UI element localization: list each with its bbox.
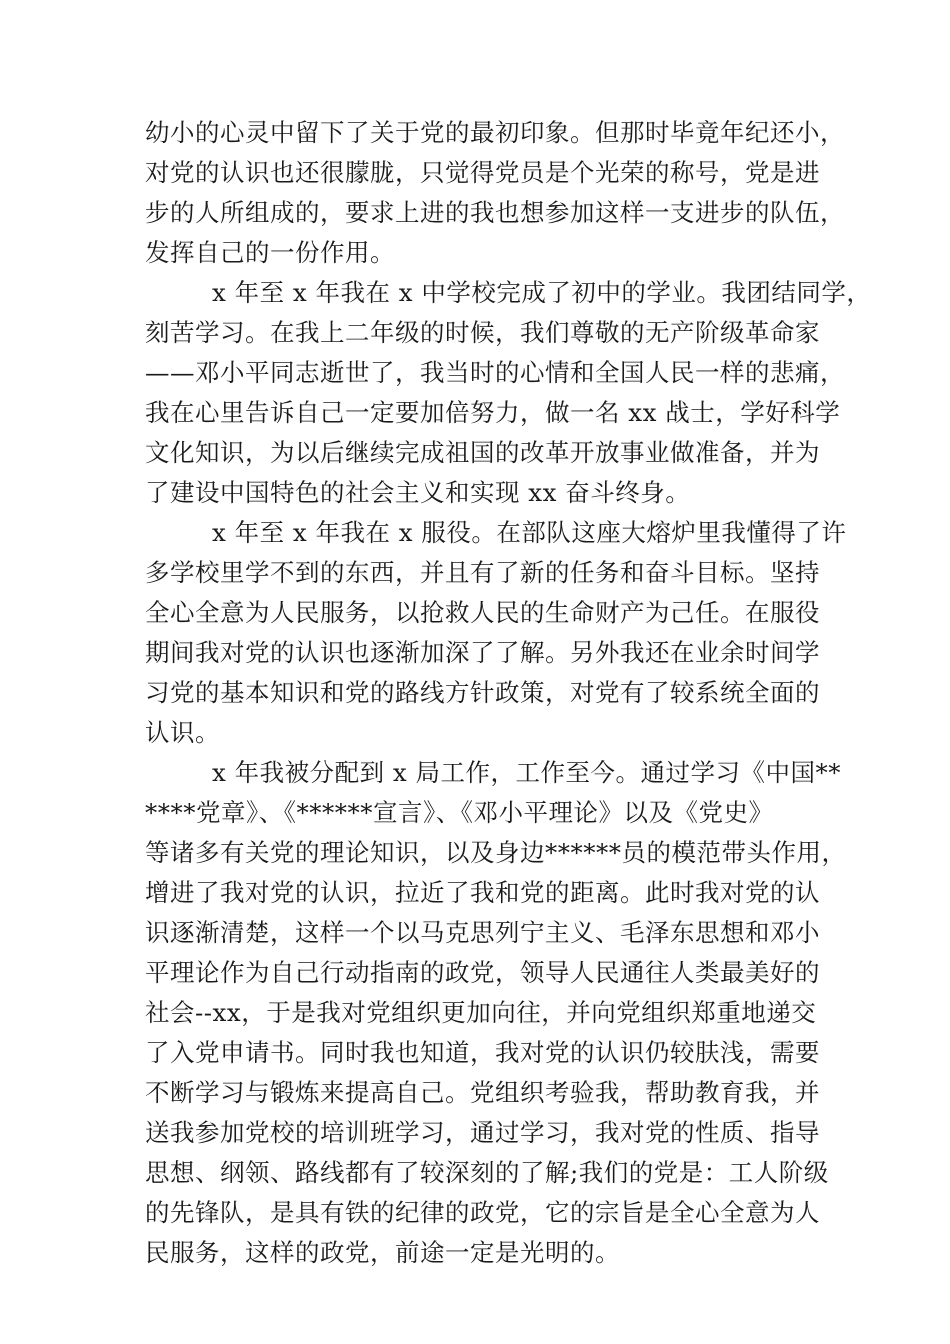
text-line: 等诸多有关党的理论知识，以及身边******员的模范带头作用， — [145, 838, 847, 867]
text-line: x 年我被分配到 x 局工作，工作至今。通过学习《中国** — [212, 758, 841, 787]
text-line: ——邓小平同志逝世了，我当时的心情和全国人民一样的悲痛， — [145, 358, 845, 387]
text-line: 习党的基本知识和党的路线方针政策，对党有了较系统全面的 — [145, 678, 820, 707]
text-line: x 年至 x 年我在 x 服役。在部队这座大熔炉里我懂得了许 — [212, 518, 847, 547]
paragraph-3 — [145, 513, 847, 753]
text-line: 全心全意为人民服务，以抢救人民的生命财产为己任。在服役 — [145, 598, 820, 627]
text-line: 送我参加党校的培训班学习，通过学习，我对党的性质、指导 — [145, 1118, 820, 1147]
text-line: 不断学习与锻炼来提高自己。党组织考验我，帮助教育我，并 — [145, 1078, 820, 1107]
text-line: 发挥自己的一份作用。 — [145, 238, 395, 267]
paragraph-1 — [145, 113, 845, 273]
text-line: 的先锋队，是具有铁的纪律的政党，它的宗旨是全心全意为人 — [145, 1198, 820, 1227]
paragraph-2 — [145, 273, 872, 513]
paragraph-4 — [145, 753, 847, 1273]
text-line: 社会--xx，于是我对党组织更加向往，并向党组织郑重地递交 — [145, 998, 817, 1027]
text-line: 识逐渐清楚，这样一个以马克思列宁主义、毛泽东思想和邓小 — [145, 918, 820, 947]
text-line: x 年至 x 年我在 x 中学校完成了初中的学业。我团结同学， — [212, 278, 872, 307]
text-line: 增进了我对党的认识，拉近了我和党的距离。此时我对党的认 — [145, 878, 820, 907]
text-line: 了入党申请书。同时我也知道，我对党的认识仍较肤浅，需要 — [145, 1038, 820, 1067]
text-line: 平理论作为自己行动指南的政党，领导人民通往人类最美好的 — [145, 958, 820, 987]
text-line: 幼小的心灵中留下了关于党的最初印象。但那时毕竟年纪还小， — [145, 118, 845, 147]
text-line: 我在心里告诉自己一定要加倍努力，做一名 xx 战士，学好科学 — [145, 398, 841, 427]
document-body — [145, 113, 872, 1273]
text-line: 文化知识，为以后继续完成祖国的改革开放事业做准备，并为 — [145, 438, 820, 467]
text-line: 期间我对党的认识也逐渐加深了了解。另外我还在业余时间学 — [145, 638, 820, 667]
text-line: 多学校里学不到的东西，并且有了新的任务和奋斗目标。坚持 — [145, 558, 820, 587]
text-line: 对党的认识也还很朦胧，只觉得党员是个光荣的称号，党是进 — [145, 158, 820, 187]
text-line: 了建设中国特色的社会主义和实现 xx 奋斗终身。 — [145, 478, 691, 507]
text-line: 认识。 — [145, 718, 220, 747]
text-line: 思想、纲领、路线都有了较深刻的了解;我们的党是：工人阶级 — [145, 1158, 829, 1187]
text-line: 民服务，这样的政党，前途一定是光明的。 — [145, 1238, 620, 1267]
text-line: ****党章》、《******宣言》、《邓小平理论》以及《党史》 — [145, 798, 774, 827]
text-line: 步的人所组成的，要求上进的我也想参加这样一支进步的队伍， — [145, 198, 845, 227]
text-line: 刻苦学习。在我上二年级的时候，我们尊敬的无产阶级革命家 — [145, 318, 820, 347]
